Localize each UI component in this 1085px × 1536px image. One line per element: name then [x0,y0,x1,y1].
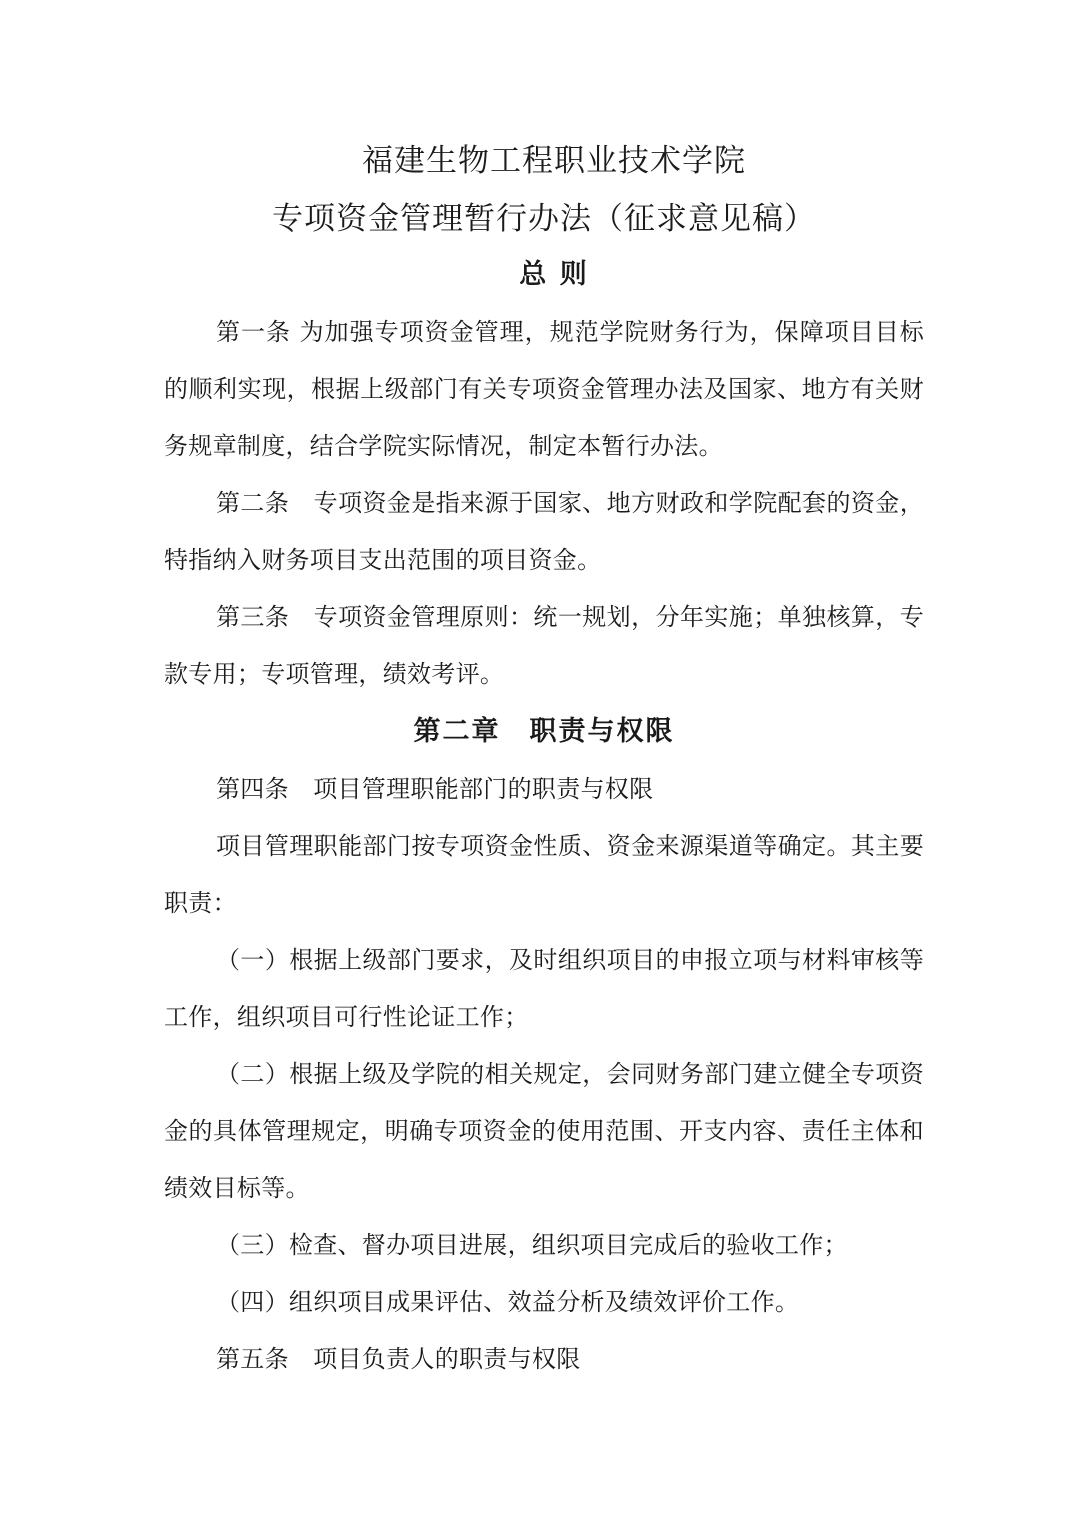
duty-item-1: （一）根据上级部门要求，及时组织项目的申报立项与材料审核等工作，组织项目可行性论证工作； [164,946,924,1031]
document-page [164,132,924,1388]
article-3: 第三条 专项资金管理原则：统一规划，分年实施；单独核算，专款专用；专项管理，绩效考评。 [164,603,924,688]
article-1: 第一条 为加强专项资金管理，规范学院财务行为，保障项目目标的顺利实现，根据上级部门有关专项资金管理办法及国家、地方有关财务规章制度，结合学院实际情况，制定本暂行办法。 [164,318,924,460]
chapter1-heading: 总 则 [519,259,589,290]
article-5: 第五条 项目负责人的职责与权限 [216,1345,581,1373]
duty-item-4: （四）组织项目成果评估、效益分析及绩效评价工作。 [216,1288,800,1316]
article-4: 第四条 项目管理职能部门的职责与权限 [216,775,654,803]
article-4-intro: 项目管理职能部门按专项资金性质、资金来源渠道等确定。其主要职责： [164,832,924,917]
article-2: 第二条 专项资金是指来源于国家、地方财政和学院配套的资金，特指纳入财务项目支出范围的项目资金。 [164,489,924,574]
document-title-line1: 福建生物工程职业技术学院 [362,143,746,179]
document-title-line2: 专项资金管理暂行办法（征求意见稿） [272,201,816,237]
duty-item-2: （二）根据上级及学院的相关规定，会同财务部门建立健全专项资金的具体管理规定，明确专项资金的使用范围、开支内容、责任主体和绩效目标等。 [164,1060,924,1202]
chapter2-heading: 第二章 职责与权限 [413,716,675,747]
duty-item-3: （三）检查、督办项目进展，组织项目完成后的验收工作； [216,1231,848,1259]
